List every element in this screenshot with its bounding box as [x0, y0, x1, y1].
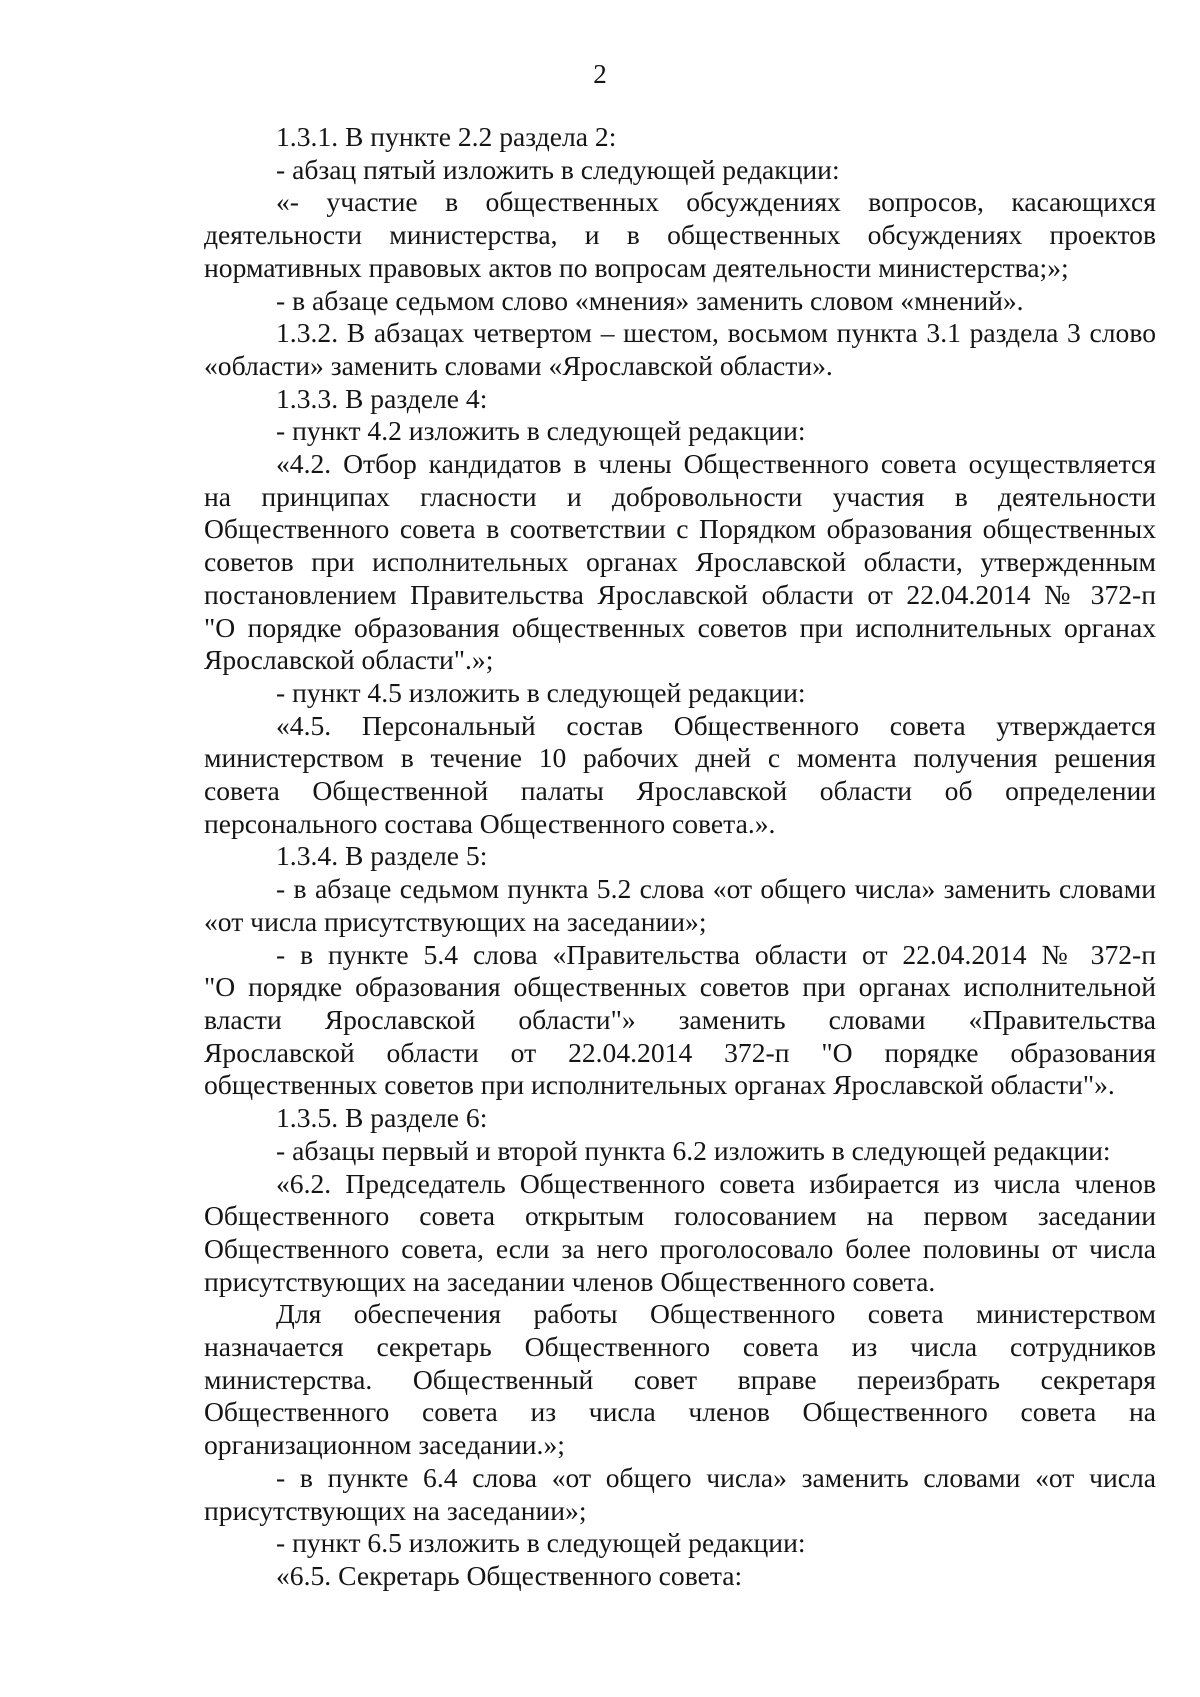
text-line: организационном заседании.»;: [204, 1429, 565, 1461]
text-line: 1.3.5. В разделе 6:: [276, 1102, 488, 1134]
text-line: присутствующих на заседании членов Общественного совета.: [204, 1265, 936, 1297]
text-line: 1.3.1. В пункте 2.2 раздела 2:: [276, 121, 617, 152]
text-line: Общественного совета из числа членов Общественного совета на: [204, 1396, 1156, 1428]
document-body: [204, 121, 1156, 1593]
text-line: власти Ярославской области"» заменить словами «Правительства: [204, 1003, 1156, 1035]
text-line: - абзацы первый и второй пункта 6.2 изложить в следующей редакции:: [276, 1134, 1111, 1166]
text-line: «4.2. Отбор кандидатов в члены Общественного совета осуществляется: [276, 448, 1156, 480]
text-line: 1.3.2. В абзацах четвертом – шестом, восьмом пункта 3.1 раздела 3 слово: [276, 317, 1156, 349]
text-line: на принципах гласности и добровольности участия в деятельности: [204, 480, 1156, 512]
text-line: постановлением Правительства Ярославской области от 22.04.2014 № 372-п: [204, 578, 1156, 610]
text-line: Общественного совета, если за него проголосовало более половины от числа: [204, 1232, 1156, 1264]
text-line: - в пункте 6.4 слова «от общего числа» заменить словами «от числа: [276, 1461, 1156, 1493]
text-line: «области» заменить словами «Ярославской области».: [204, 349, 833, 381]
text-line: "О порядке образования общественных советов при органах исполнительной: [204, 971, 1156, 1003]
text-line: - в абзаце седьмом пункта 5.2 слова «от общего числа» заменить словами: [276, 873, 1156, 905]
text-line: «6.5. Секретарь Общественного совета:: [276, 1559, 743, 1591]
text-line: - в абзаце седьмом слово «мнения» заменить словом «мнений».: [276, 284, 1024, 316]
text-line: совета Общественной палаты Ярославской области об определении: [204, 775, 1156, 807]
text-line: «4.5. Персональный состав Общественного совета утверждается: [276, 709, 1156, 741]
text-line: - пункт 4.5 изложить в следующей редакции:: [276, 676, 806, 708]
text-line: нормативных правовых актов по вопросам деятельности министерства;»;: [204, 251, 1069, 283]
text-line: - пункт 6.5 изложить в следующей редакции:: [276, 1527, 806, 1559]
text-line: - абзац пятый изложить в следующей редакции:: [276, 153, 840, 185]
text-line: Ярославской области от 22.04.2014 372-п "О порядке образования: [204, 1036, 1156, 1068]
text-line: «6.2. Председатель Общественного совета избирается из числа членов: [276, 1167, 1156, 1199]
text-line: присутствующих на заседании»;: [204, 1494, 587, 1526]
text-line: советов при исполнительных органах Ярославской области, утвержденным: [204, 546, 1156, 578]
text-line: «от числа присутствующих на заседании»;: [204, 905, 707, 937]
text-line: общественных советов при исполнительных органах Ярославской области"».: [204, 1069, 1115, 1101]
page-number: 2: [593, 59, 607, 89]
text-line: «- участие в общественных обсуждениях вопросов, касающихся: [276, 186, 1156, 218]
text-line: министерства. Общественный совет вправе переизбрать секретаря: [204, 1363, 1156, 1395]
text-line: министерством в течение 10 рабочих дней с момента получения решения: [204, 742, 1156, 774]
text-line: - пункт 4.2 изложить в следующей редакции:: [276, 415, 806, 447]
text-line: персонального состава Общественного совета.».: [204, 807, 776, 839]
text-line: "О порядке образования общественных советов при исполнительных органах: [204, 611, 1156, 643]
text-line: деятельности министерства, и в общественных обсуждениях проектов: [204, 219, 1156, 251]
text-line: Общественного совета в соответствии с Порядком образования общественных: [204, 513, 1156, 545]
text-line: Ярославской области".»;: [204, 644, 494, 676]
text-line: 1.3.4. В разделе 5:: [276, 840, 488, 872]
text-line: Общественного совета открытым голосованием на первом заседании: [204, 1200, 1156, 1232]
text-line: назначается секретарь Общественного совета из числа сотрудников: [204, 1331, 1156, 1363]
text-line: - в пункте 5.4 слова «Правительства области от 22.04.2014 № 372-п: [276, 938, 1156, 970]
text-line: Для обеспечения работы Общественного совета министерством: [276, 1298, 1156, 1330]
text-line: 1.3.3. В разделе 4:: [276, 382, 488, 414]
